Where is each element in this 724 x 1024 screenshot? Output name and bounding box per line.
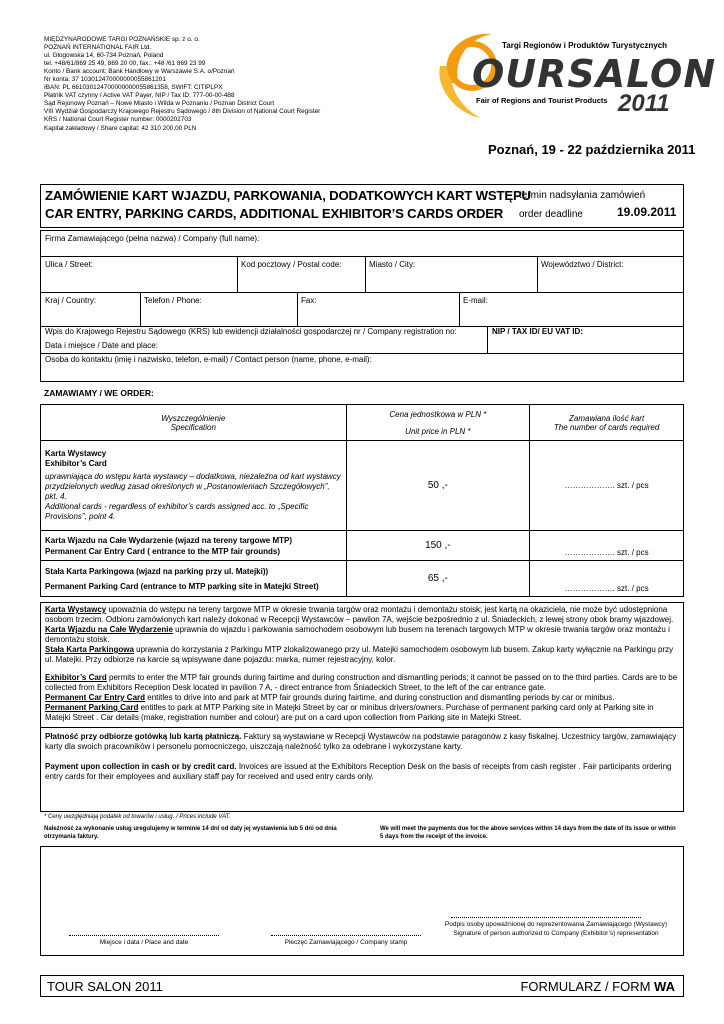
car-entry-card-price: 150 ,- — [346, 531, 530, 561]
phone-label: Telefon / Phone: — [144, 296, 202, 305]
car-entry-term-en: Permanent Car Entry Card — [45, 693, 146, 702]
footer — [40, 975, 684, 997]
company-line: POZNAŃ INTERNATIONAL FAIR Ltd. — [44, 44, 152, 52]
signature-label-en: Signature of person authorized to Company (Exhibitor’s) representation — [453, 930, 659, 937]
info-text: uprawnia do korzystania z Parkingu MTP zlokalizowanego przy ul. Matejki samochodem osobowym lub busem. Zakup karty wyłącznie na Parkingu przy ul. Matejki. Przy odbiorze na karcie są wpisywane dane pojazdu: marka, numer rejestracyjny, kolor. — [45, 645, 674, 664]
exhibitor-card-desc-en: Additional cards - regardless of exhibitor’s cards assigned acc. to „Specific Provisions”, point 4. — [45, 502, 309, 521]
exhibitor-card-name-pl: Karta Wystawcy — [45, 449, 107, 458]
footer-event-name: TOUR SALON 2011 — [47, 979, 163, 994]
company-line: Konto / Bank account: Bank Handlowy w Warszawie S.A. o/Poznań — [44, 68, 235, 76]
info-text: entitles to park at MTP Parking site in Matejki Street by car or minibus drivers/owners. Purchase of permanent parking card only at Parking site in Matejki Street . Car details (make, registration number and colour) are put on a card upon collection from Parking site in Matejki Street. — [45, 703, 654, 722]
logo-year: 2011 — [618, 90, 670, 117]
exhibitor-card-term-en: Exhibitor’s Card — [45, 673, 107, 682]
info-text: upoważnia do wstępu na tereny targowe MTP w okresie trwania targów oraz montażu i demontażu stoisk; jest kartą na okaziciela, nie może być udostępniona osobom trzecim. Odbioru zamówionych kart należy dokonać w Recepcji Wystawców – pawilon 7A, wejście bezpośrednio z ul. Śniadeckich, z lewej strony obok bramy wjazdowej. — [45, 605, 674, 624]
title-box — [40, 184, 684, 228]
city-label: Miasto / City: — [369, 260, 416, 269]
exhibitor-card-name-en: Exhibitor’s Card — [45, 459, 107, 468]
company-line: VIII Wydział Gospodarczy Krajowego Rejestru Sądowego / 8th Division of National Court Register — [44, 108, 321, 116]
order-heading: ZAMAWIAMY / WE ORDER: — [44, 388, 154, 398]
company-line: Płatnik VAT czynny / Active VAT Payer, NIP / Tax ID: 777-00-00-488 — [44, 92, 235, 100]
footer-form-label: FORMULARZ / FORM — [520, 979, 655, 994]
parking-card-price: 65 ,- — [346, 561, 530, 597]
parking-card-name-en: Permanent Parking Card (entrance to MTP parking site in Matejki Street) — [45, 581, 319, 591]
company-line: ul. Głogowska 14, 60-734 Poznań, Poland — [44, 52, 164, 60]
country-label: Kraj / Country: — [45, 296, 97, 305]
table-row — [41, 561, 684, 597]
street-label: Ulica / Street: — [45, 260, 94, 269]
info-text: entitles to drive into and park at MTP fair grounds during fairtime, and during construction and dismantling periods by car or minibus. — [145, 693, 615, 702]
spec-header — [41, 405, 347, 441]
table-row — [41, 531, 684, 561]
signature-box — [40, 846, 684, 956]
info-text: Faktury są wystawiane w Recepcji Wystawców na podstawie paragonów z kasy fiskalnej. Uczestnicy targów, zamawiający karty dla swoich pracowników i personelu pomocniczego, uiszczają należność tylko za odebrane i wykorzystane karty. — [45, 732, 677, 751]
footer-form-code: WA — [654, 979, 675, 994]
company-line: IBAN: PL 661030124700000000055861358, SWIFT: CITIPLPX — [44, 84, 223, 92]
nip-label: NIP / TAX ID/ EU VAT ID: — [492, 327, 583, 336]
info-paragraph-pl — [45, 605, 679, 665]
exhibitor-card-term: Karta Wystawcy — [45, 605, 107, 614]
payment-terms-en: We will meet the payments due for the above services within 14 days from the date of its issue or within 5 days from the receipt of the invoice. — [380, 826, 676, 840]
qty-header-pl: Zamawiana ilość kart — [569, 413, 645, 423]
parking-card-name-pl: Stała Karta Parkingowa (wjazd na parking przy ul. Matejki)) — [45, 566, 269, 576]
payment-terms-pl: Należność za wykonanie usług uregulujemy w terminie 14 dni od daty jej wystawienia lub 5 dni od dnia otrzymania faktury. — [44, 826, 337, 840]
postal-label: Kod pocztowy / Postal code: — [241, 260, 342, 269]
price-header-en: Unit price in PLN * — [405, 426, 471, 436]
spec-header-en: Specification — [170, 422, 216, 432]
contact-person-label: Osoba do kontaktu (imię i nazwisko, telefon, e-mail) / Contact person (name, phone, e-mail): — [45, 355, 372, 364]
logo-top-text: Targi Regionów i Produktów Turystycznych — [502, 41, 668, 50]
place-date-label: Miejsce i data / Place and date — [99, 939, 189, 946]
info-text: Invoices are issued at the Exhibitors Reception Desk on the basis of receipts from cash register . Fair participants ordering entry cards for their employees and auxiliary staff pay for received and used entry cards only. — [45, 762, 672, 781]
company-line: tel. +48/61/869 25 49, 869 20 00, fax.: +48 /61 869 23 99 — [44, 60, 206, 68]
signature-label-pl: Podpis osoby upoważnionej do reprezentowania Zamawiającego (Wystawcy) — [444, 921, 668, 928]
logo-brand: OURSALON — [472, 52, 717, 96]
parking-term-en: Permanent Parking Card — [45, 703, 139, 712]
exhibitor-card-price: 50 ,- — [346, 441, 530, 531]
logo-bottom-text: Fair of Regions and Tourist Products — [476, 96, 608, 105]
company-line: Kapitał zakładowy / Share capital: 42 310 200,00 PLN — [44, 124, 197, 132]
company-name-row[interactable] — [41, 231, 683, 257]
order-table — [40, 404, 684, 597]
price-header-pl: Cena jednostkowa w PLN * — [389, 409, 487, 419]
car-entry-card-spec — [41, 531, 347, 561]
deadline-label-pl: termin nadsyłania zamówień — [519, 190, 646, 201]
title-pl: ZAMÓWIENIE KART WJAZDU, PARKOWANIA, DODATKOWYCH KART WSTĘPU — [45, 188, 531, 203]
company-info — [44, 36, 384, 133]
tour-salon-logo — [432, 26, 717, 126]
parking-card-spec — [41, 561, 347, 597]
deadline-label-en: order deadline — [519, 209, 583, 220]
parking-term: Stała Karta Parkingowa — [45, 645, 134, 654]
date-place-label: Data i miejsce / Date and place: — [45, 341, 158, 350]
company-line: KRS / National Court Register number: 0000202703 — [44, 116, 192, 124]
table-row — [41, 441, 684, 531]
car-entry-card-qty[interactable]: ………………. szt. / pcs — [530, 531, 684, 561]
vat-note: * Ceny uwzględniają podatek od towarów i usług. / Prices include VAT. — [44, 814, 231, 820]
deadline-date: 19.09.2011 — [617, 205, 677, 219]
car-entry-card-name-pl: Karta Wjazdu na Całe Wydarzenie (wjazd na tereny targowe MTP) — [45, 535, 293, 545]
price-header — [346, 405, 530, 441]
contact-row — [41, 293, 683, 327]
company-stamp-label: Pieczęć Zamawiającego / Company stamp — [284, 939, 408, 946]
registration-row — [41, 327, 683, 353]
car-entry-term: Karta Wjazdu na Całe Wydarzenie — [45, 625, 173, 634]
company-form — [40, 230, 684, 382]
info-section — [40, 602, 684, 812]
company-name-label: Firma Zamawiającego (pełna nazwa) / Company (full name): — [45, 234, 260, 243]
title-en: CAR ENTRY, PARKING CARDS, ADDITIONAL EXHIBITOR’S CARDS ORDER — [45, 206, 504, 221]
exhibitor-card-desc-pl: uprawniająca do wstępu karta wystawcy – dodatkowa, niezależna od kart wystawcy przydzielonych według zasad określonych w „Postanowieniach Szczegółowych”, pkt. 4. — [45, 472, 341, 501]
info-text: permits to enter the MTP fair grounds during fairtime and during construction and dismantling periods; it cannot be passed on to the third parties. Cards are to be collected from Exhibitors Reception Desk located in pavilion 7 A, - direct entrance from Śniadeckich Street, to the left of the car entrance gate. — [45, 673, 678, 692]
payment-term-en: Payment upon collection in cash or by credit card. — [45, 762, 237, 771]
krs-label: Wpis do Krajowego Rejestru Sądowego (KRS) lub ewidencji działalności gospodarczej nr / Company registration no: — [45, 327, 457, 336]
event-date: Poznań, 19 - 22 października 2011 — [488, 142, 696, 157]
info-text: uprawnia do wjazdu i parkowania samochodem osobowym lub busem na terenach targowych MTP w okresie trwania targów oraz montażu i demontażu stoisk. — [45, 625, 670, 644]
qty-header — [530, 405, 684, 441]
payment-info-en — [45, 762, 679, 782]
address-row — [41, 257, 683, 293]
company-line: Sąd Rejonowy Poznań – Nowe Miasto i Wilda w Poznaniu / Poznan District Court — [44, 100, 275, 108]
province-label: Województwo / District: — [541, 260, 624, 269]
spec-header-pl: Wyszczególnienie — [161, 413, 226, 423]
footer-form-id — [520, 979, 675, 994]
company-line: Nr konta: 37 103012470000000055861201 — [44, 76, 166, 84]
parking-card-qty[interactable]: ………………. szt. / pcs — [530, 561, 684, 597]
payment-term-pl: Płatność przy odbiorze gotówką lub kartą płatniczą. — [45, 732, 242, 741]
order-header-row — [41, 405, 684, 441]
payment-info-pl — [45, 732, 679, 752]
exhibitor-card-spec — [41, 441, 347, 531]
company-line: MIĘDZYNARODOWE TARGI POZNAŃSKIE sp. z o. o. — [44, 36, 200, 43]
contact-person-row[interactable] — [41, 353, 683, 383]
email-label: E-mail: — [463, 296, 488, 305]
fax-label: Fax: — [301, 296, 317, 305]
qty-header-en: The number of cards required — [553, 422, 660, 432]
info-paragraph-en — [45, 673, 679, 723]
exhibitor-card-qty[interactable]: ………………. szt. / pcs — [530, 441, 684, 531]
car-entry-card-name-en: Permanent Car Entry Card ( entrance to the MTP fair grounds) — [45, 546, 281, 556]
